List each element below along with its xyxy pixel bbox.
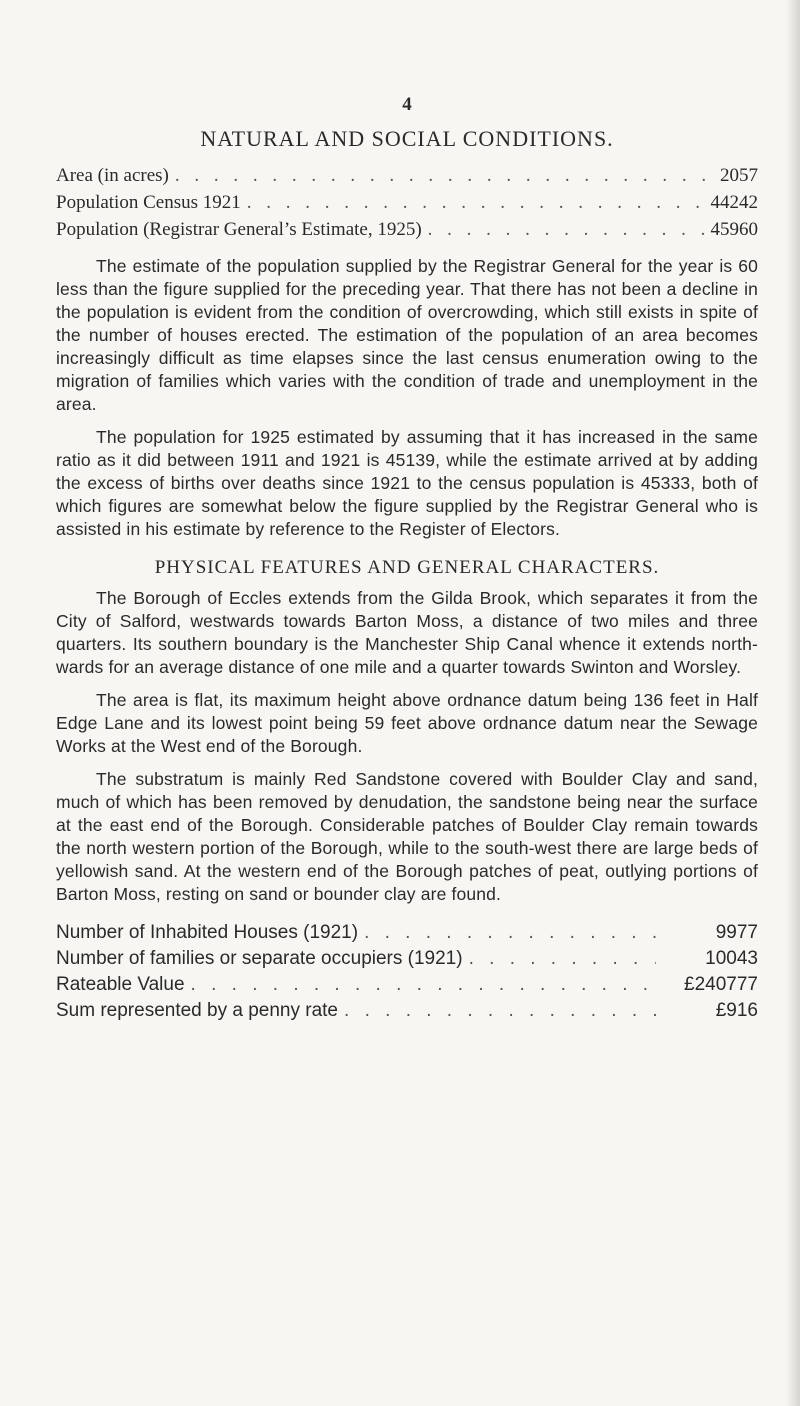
paragraph: The area is flat, its maximum height above ordnance datum being 136 feet in Half Edge Lane and its lowest point being 59 feet above ordnance datum near the Sewage Works at the West end of the Borough. [56,690,758,756]
population-stats [56,162,758,243]
stat-value: 44242 [710,192,758,213]
stat-label: Sum represented by a penny rate [56,1000,339,1021]
stat-label: Number of Inhabited Houses (1921) [56,922,359,943]
stat-row-penny-rate [56,998,758,1024]
housing-stats [56,920,758,1024]
dot-leader [344,998,656,1024]
dot-leader [364,920,656,946]
stat-label: Area (in acres) [56,165,169,186]
stat-value: £916 [715,1000,758,1021]
stat-row-houses [56,920,758,946]
stat-value: 9977 [715,922,758,943]
document-page [56,94,758,1024]
paragraph: The substratum is mainly Red Sandstone covered with Boulder Clay and sand, much of which has been removed by denudation, the sandstone being near the surface at the east end of the Borough. Considerable patches of Boulder Clay remain towards the north western portion of the Borough, while to the south-west there are large beds of yellowish sand. At the western end of the Borough patches of peat, outlying portions of Barton Moss, resting on sand or bounder clay are found. [56,769,758,904]
stat-label: Number of families or separate occupiers (1921) [56,948,463,969]
stat-row-families [56,946,758,972]
paragraph: The estimate of the population supplied by the Registrar General for the year is 60 less than the figure supplied for the preceding year. That there has not been a decline in the population is evident from the condition of overcrowding, which still exists in spite of the number of houses erected. The estimation of the population of an area becomes increasingly difficult as time elapses since the last census enumeration owing to the migration of families which varies with the condition of trade and unemployment in the area. [56,256,758,414]
stat-row-rateable-value [56,972,758,998]
stat-value: £240777 [684,974,758,995]
dot-leader [247,189,705,216]
stat-value: 45960 [710,219,758,240]
dot-leader [191,972,656,998]
physical-features-text [56,587,758,906]
stat-row-area [56,162,758,189]
dot-leader [428,216,705,243]
paragraph: The Borough of Eccles extends from the Gilda Brook, which separates it from the City of Salford, westwards towards Barton Moss, a distance of two miles and three quarters. Its southern boundary is the Manchester Ship Canal whence it extends north-wards for an average distance of one mile and a quarter towards Swinton and Worsley. [56,588,758,677]
stat-value: 2057 [720,165,758,186]
dot-leader [469,946,656,972]
paragraph: The population for 1925 estimated by assuming that it has increased in the same ratio as it did between 1911 and 1921 is 45139, while the estimate arrived at by adding the excess of births over deaths since 1921 to the census population is 45333, both of which figures are somewhat below the figure supplied by the Registrar General who is assisted in his estimate by reference to the Register of Electors. [56,427,758,539]
stat-label: Population Census 1921 [56,192,241,213]
population-text [56,255,758,541]
stat-label: Population (Registrar General’s Estimate, 1925) [56,219,422,240]
page-number: 4 [402,94,412,115]
stat-label: Rateable Value [56,974,185,995]
stat-row-estimate [56,216,758,243]
stat-value: 10043 [705,948,758,969]
dot-leader [175,162,714,189]
section-heading: PHYSICAL FEATURES AND GENERAL CHARACTERS. [154,557,660,578]
page-title: NATURAL AND SOCIAL CONDITIONS. [200,126,614,151]
stat-row-census [56,189,758,216]
page-edge-shadow [786,0,800,1406]
